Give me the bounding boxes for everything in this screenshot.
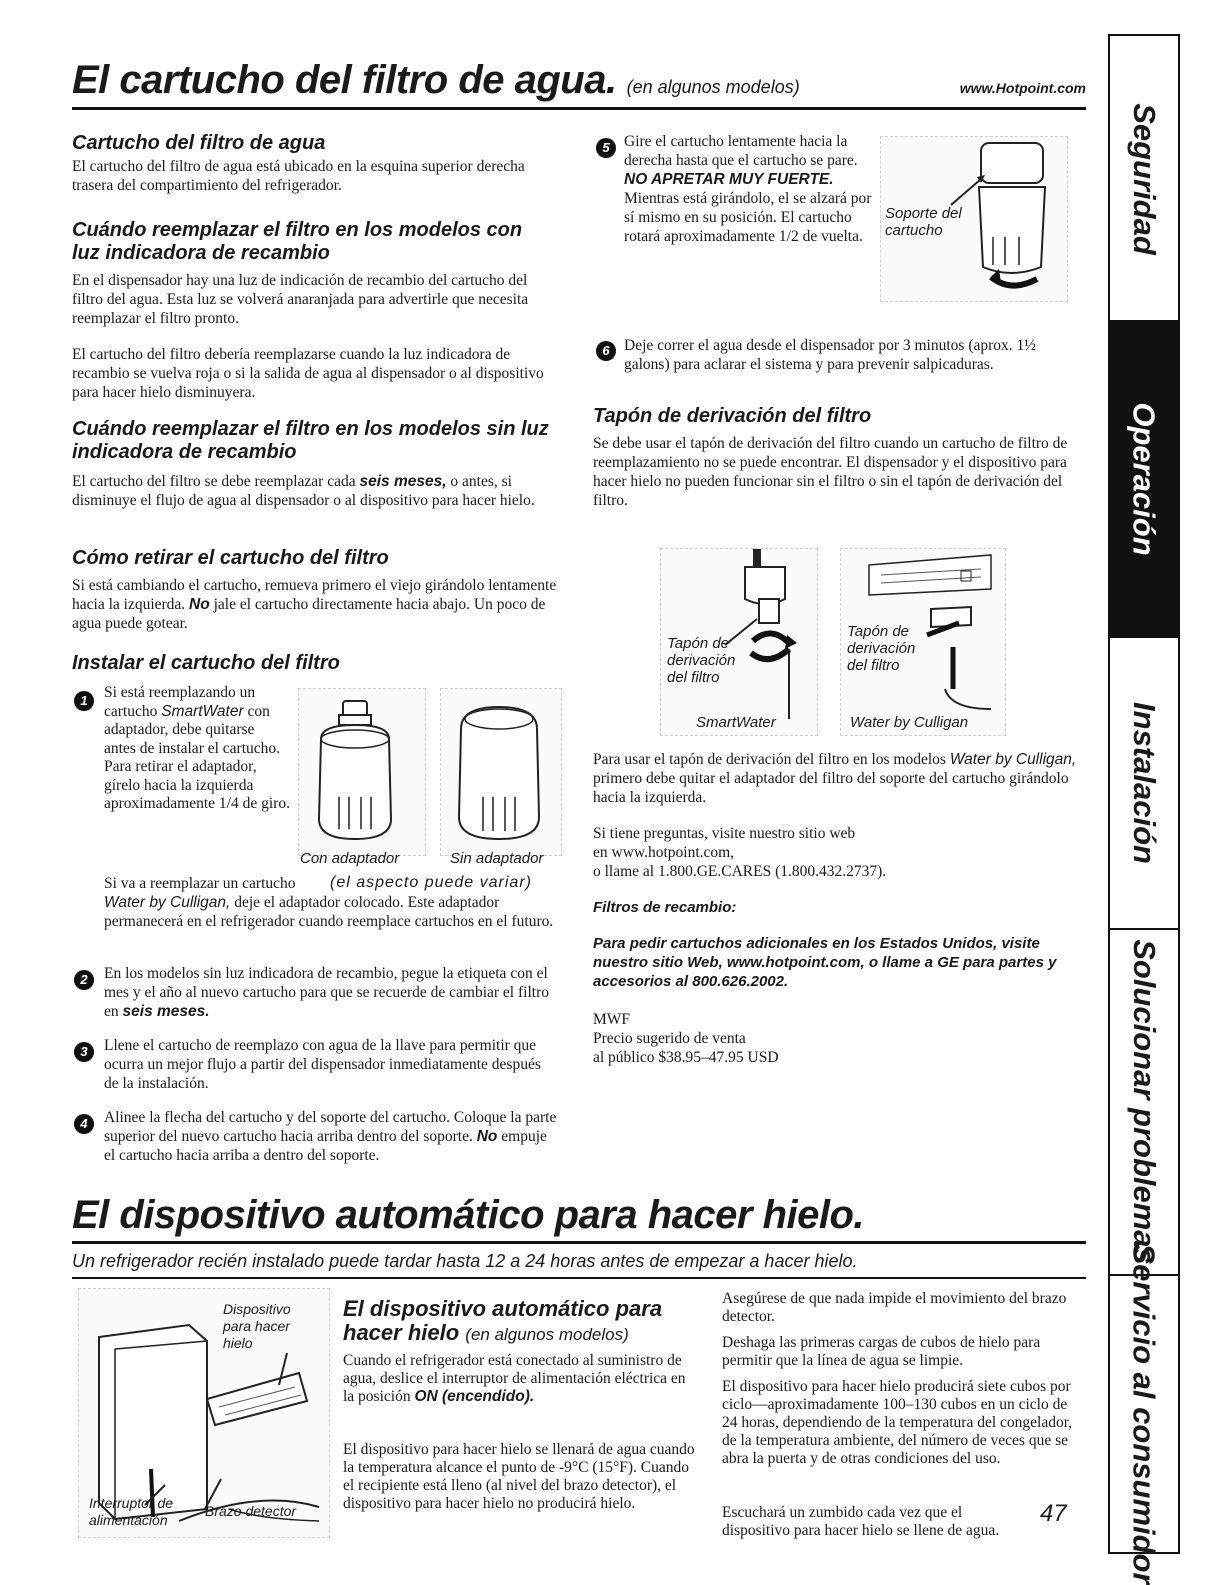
tab-operacion[interactable]: Operación: [1108, 320, 1180, 638]
ice-text: Escuchará un zumbido cada vez que el dispositivo para hacer hielo se llene de agua.: [722, 1504, 1000, 1539]
filter-model: MWF: [593, 1011, 631, 1028]
ice-text: Cuando el refrigerador está conectado al suministro de agua, deslice el interruptor de alimentación eléctrica en la posición ON (encendido).: [343, 1352, 686, 1405]
cartridge-without-adapter-figure: [440, 688, 562, 856]
section-heading: Cartucho del filtro de agua: [72, 132, 326, 154]
ice-subtitle-rule: [72, 1277, 1086, 1279]
ice-section-title: El dispositivo automático para hacer hielo.: [72, 1193, 865, 1237]
website-link[interactable]: en www.hotpoint.com,: [593, 844, 735, 861]
section-heading: Tapón de derivación del filtro: [593, 405, 872, 427]
cartridge-icon: [299, 689, 425, 855]
ice-maker-figure: [78, 1288, 330, 1538]
ice-text: El dispositivo para hacer hielo producirá siete cubos por ciclo—aproximadamente 100–130 cubos en un ciclo de 24 horas, dependiendo de la temperatura del congelador, de la temperatura ambiente, del número de veces que se abra la puerta y de otras condiciones del uso.: [722, 1378, 1073, 1467]
step-number: 4: [74, 1114, 94, 1134]
bypass-plug-smartwater-figure: [660, 548, 818, 736]
section-text: El cartucho del filtro debería reemplazarse cuando la luz indicadora de recambio se vuelva roja o si la salida de agua al dispensador o al dispositivo para hacer hielo disminuyera.: [72, 346, 544, 401]
step-number: 6: [596, 341, 616, 361]
figure-caption: Water by Culligan: [850, 714, 969, 731]
step-text: Si va a reemplazar un cartucho Water by Culligan, deje el adaptador colocado. Este adaptador permanecerá en el refrigerador cuando reemplace cartuchos en el futuro.: [104, 875, 554, 930]
figure-label: Tapón de derivación del filtro: [847, 623, 916, 674]
section-text: Si está cambiando el cartucho, remueva primero el viejo girándolo lentamente hacia la izquierda. No jale el cartucho directamente hacia abajo. Un poco de agua puede gotear.: [72, 577, 557, 632]
tab-instalacion[interactable]: Instalación: [1108, 638, 1180, 928]
figure-label: Interruptor de alimentación: [89, 1495, 174, 1528]
figure-label: Tapón de derivación del filtro: [667, 635, 736, 686]
filter-price: Precio sugerido de venta al público $38.95–47.95 USD: [593, 1030, 779, 1066]
figure-label: Brazo detector: [205, 1503, 297, 1519]
step-text: En los modelos sin luz indicadora de recambio, pegue la etiqueta con el mes y el año al nuevo cartucho para que se recuerde de cambiar el filtro en seis meses.: [104, 965, 549, 1020]
section-text: El cartucho del filtro se debe reemplazar cada seis meses, o antes, si disminuye el flujo de agua al dispensador o al dispositivo para hacer hielo.: [72, 473, 535, 509]
step-text: Deje correr el agua desde el dispensador por 3 minutos (aprox. 1½ galons) para aclarar el sistema y para prevenir salpicaduras.: [624, 337, 1036, 373]
ice-subtitle: Un refrigerador recién instalado puede tardar hasta 12 a 24 horas antes de empezar a hacer hielo.: [72, 1251, 858, 1271]
page-number: 47: [1040, 1500, 1067, 1527]
tab-servicio-al-consumidor[interactable]: Servicio al consumidor: [1108, 1276, 1180, 1554]
page-title: El cartucho del filtro de agua.: [72, 58, 617, 102]
cartridge-with-adapter-figure: [298, 688, 426, 856]
figure-caption: Sin adaptador: [450, 850, 544, 867]
step-number: 1: [74, 691, 94, 711]
section-text: En el dispensador hay una luz de indicación de recambio del cartucho del filtro del agua. Esta luz se volverá anaranjada para advertirle que necesita reemplazar el filtro pronto.: [72, 272, 529, 327]
step-number: 2: [74, 970, 94, 990]
website-url[interactable]: www.Hotpoint.com: [959, 80, 1086, 96]
ice-text: El dispositivo para hacer hielo se llenará de agua cuando la temperatura alcance el punto de -9°C (15°F). Cuando el recipiente está lleno (al nivel del brazo detector), el dispositivo para hacer hielo no producirá hielo.: [343, 1441, 695, 1512]
title-note: (en algunos modelos): [626, 77, 800, 97]
figure-label: Soporte del cartucho: [885, 205, 962, 239]
tab-solucionar-problemas[interactable]: Solucionar problemas: [1108, 930, 1180, 1274]
ice-text: Asegúrese de que nada impide el movimiento del brazo detector.: [722, 1290, 1067, 1325]
step-text: Si está reemplazando un cartucho SmartWater con adaptador, debe quitarse antes de instalar el cartucho. Para retirar el adaptador, gírelo hacia la izquierda aproximadamente 1/4 de giro.: [104, 684, 290, 812]
ice-heading: El dispositivo automático para hacer hielo (en algunos modelos): [343, 1296, 663, 1345]
emphasis: seis meses,: [359, 473, 447, 490]
section-heading: Instalar el cartucho del filtro: [72, 652, 340, 674]
tab-seguridad[interactable]: Seguridad: [1108, 34, 1180, 322]
section-heading: Cómo retirar el cartucho del filtro: [72, 547, 389, 569]
step-number: 5: [596, 138, 616, 158]
cartridge-icon: [441, 689, 561, 855]
section-text: Para usar el tapón de derivación del filtro en los modelos Water by Culligan, primero debe quitar el adaptador del filtro del soporte del cartucho girándolo hacia la izquierda.: [593, 751, 1077, 806]
ice-text: Deshaga las primeras cargas de cubos de hielo para permitir que la línea de agua se limpie.: [722, 1334, 1041, 1369]
ice-title-rule: [72, 1241, 1086, 1244]
figure-label: Dispositivo para hacer hielo: [223, 1301, 291, 1351]
bypass-plug-culligan-figure: [840, 548, 1006, 736]
section-text: Se debe usar el tapón de derivación del filtro cuando un cartucho de filtro de reemplazamiento no se puede encontrar. El dispensador y el dispositivo para hacer hielo no pueden funcionar sin el filtro o sin el tapón de derivación del filtro.: [593, 435, 1068, 509]
cartridge-holder-figure: [880, 136, 1068, 302]
step-number: 3: [74, 1042, 94, 1062]
page-header: [72, 58, 1086, 108]
step-text: Gire el cartucho lentamente hacia la derecha hasta que el cartucho se pare. NO APRETAR MUY FUERTE. Mientras está girándolo, el se alzará por sí mismo en su posición. El cartucho rotará aproximadamente 1/2 de vuelta.: [624, 133, 872, 245]
figure-caption: SmartWater: [696, 714, 776, 731]
figure-caption: Con adaptador: [300, 850, 400, 867]
section-heading: Cuándo reemplazar el filtro en los modelos con luz indicadora de recambio: [72, 219, 523, 264]
figure-note: (el aspecto puede variar): [330, 874, 532, 891]
contact-text: Si tiene preguntas, visite nuestro sitio web en www.hotpoint.com, o llame al 1.800.GE.CARES (1.800.432.2737).: [593, 824, 1083, 881]
step-text: Alinee la flecha del cartucho y del soporte del cartucho. Coloque la parte superior del nuevo cartucho hacia arriba dentro del soporte. No empuje el cartucho hacia arriba a dentro del soporte.: [104, 1109, 557, 1164]
filters-order-text: Para pedir cartuchos adicionales en los Estados Unidos, visite nuestro sitio Web, www.hotpoint.com, o llame a GE para partes y accesorios al 800.626.2002.: [593, 935, 1057, 990]
step-text: Llene el cartucho de reemplazo con agua de la llave para permitir que ocurra un mejor flujo a partir del dispensador inmediatamente después de la instalación.: [104, 1037, 541, 1092]
section-heading: Cuándo reemplazar el filtro en los modelos sin luz indicadora de recambio: [72, 418, 549, 463]
filters-heading: Filtros de recambio:: [593, 899, 737, 916]
header-rule: [72, 107, 1086, 110]
section-text: El cartucho del filtro de agua está ubicado en la esquina superior derecha trasera del compartimiento del refrigerador.: [72, 158, 525, 194]
